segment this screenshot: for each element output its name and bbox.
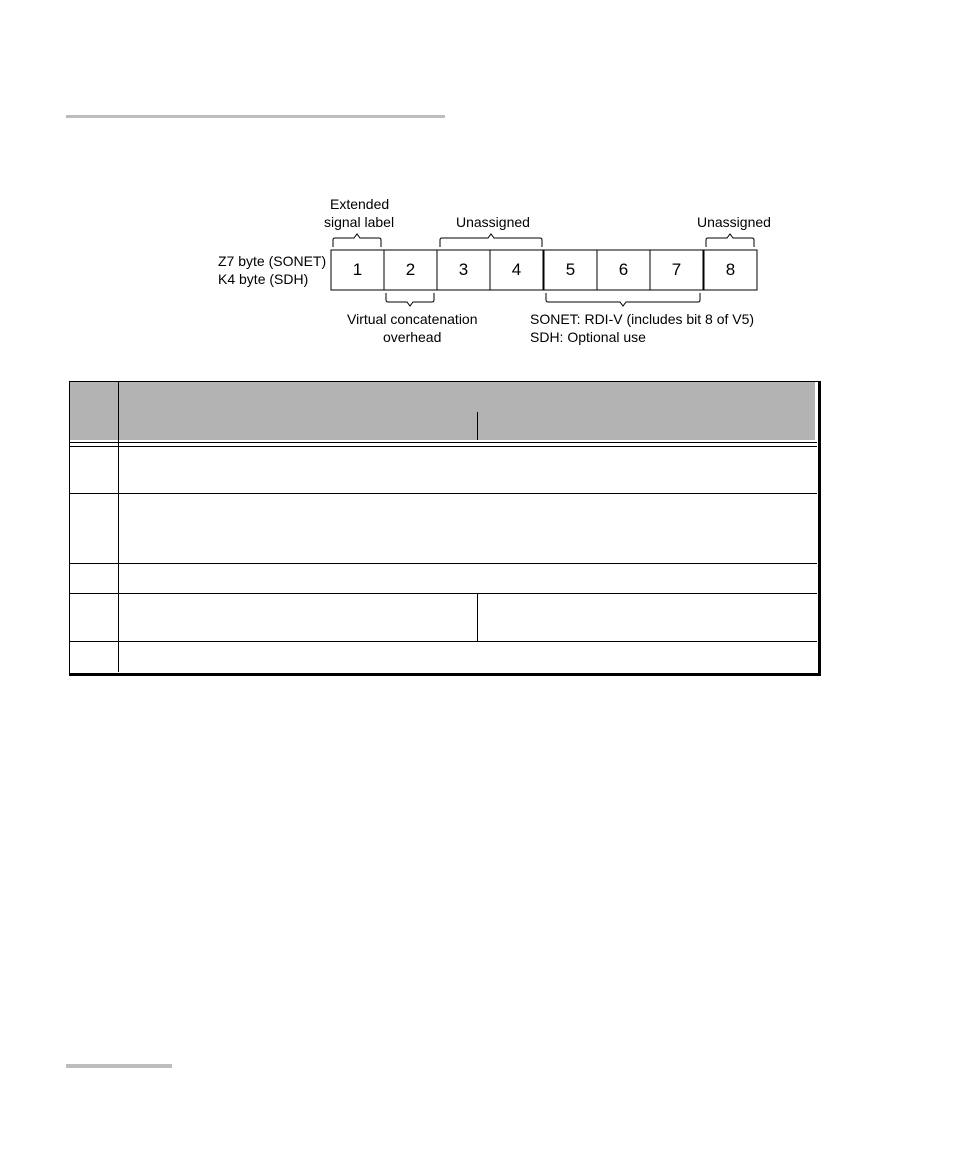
row-line-2 <box>70 563 817 564</box>
label-sonet-rdi: SONET: RDI-V (includes bit 8 of V5) <box>530 311 755 327</box>
bit-label-3: 3 <box>458 260 469 279</box>
row4-sub-divider <box>477 594 478 641</box>
bottom-rule <box>66 1064 172 1068</box>
label-sdh-optional: SDH: Optional use <box>530 329 646 345</box>
brace-bottom-bits-5-7 <box>546 293 700 306</box>
brace-bottom-bit-2 <box>386 293 434 306</box>
brace-top-bit-1 <box>333 234 381 247</box>
bit-description-table <box>69 381 819 675</box>
bit-label-7: 7 <box>671 260 682 279</box>
header-line-2 <box>70 446 817 447</box>
col-divider <box>118 382 119 672</box>
label-extended: Extended <box>330 196 390 212</box>
header-sub-divider <box>477 412 478 440</box>
row-line-1 <box>70 493 817 494</box>
bit-label-4: 4 <box>511 260 522 279</box>
table-border <box>69 381 821 676</box>
row-line-4 <box>70 641 817 642</box>
label-vcat: Virtual concatenation <box>347 311 478 327</box>
label-z7-byte: Z7 byte (SONET) <box>218 253 327 269</box>
bit-label-1: 1 <box>352 260 363 279</box>
top-rule <box>66 115 445 118</box>
label-signal-label: signal label <box>324 214 395 230</box>
brace-top-bits-3-4 <box>440 234 542 247</box>
bit-label-5: 5 <box>565 260 576 279</box>
z7-k4-byte-figure <box>200 190 800 350</box>
label-k4-byte: K4 byte (SDH) <box>218 271 309 287</box>
label-unassigned-right: Unassigned <box>697 214 771 230</box>
bit-label-6: 6 <box>618 260 629 279</box>
bit-label-8: 8 <box>725 260 736 279</box>
label-unassigned-mid: Unassigned <box>456 214 530 230</box>
label-overhead: overhead <box>383 329 442 345</box>
header-line-1 <box>70 442 817 443</box>
row-line-3 <box>70 593 817 594</box>
brace-top-bit-8 <box>706 234 754 247</box>
bit-label-2: 2 <box>405 260 416 279</box>
